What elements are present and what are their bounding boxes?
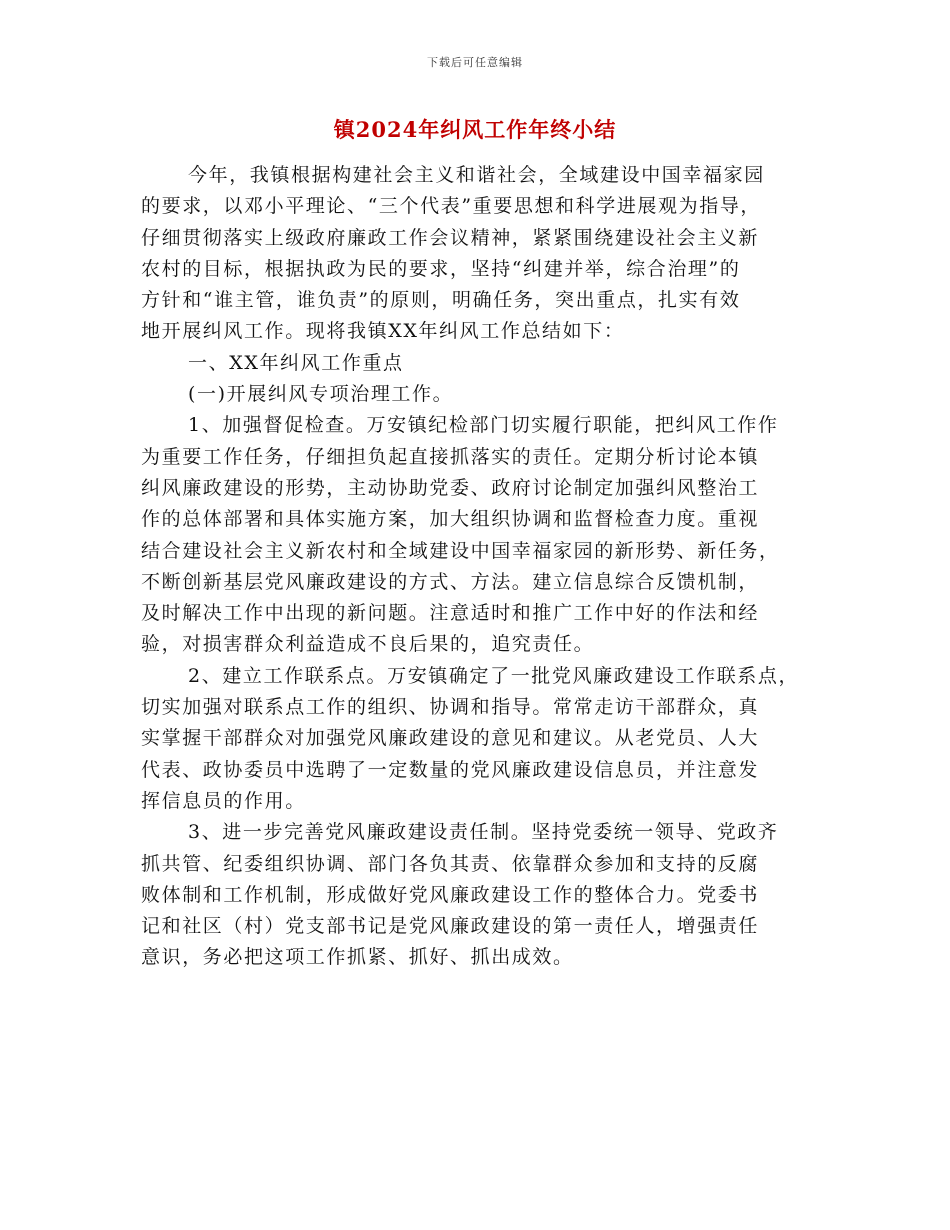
paragraph-line: 切实加强对联系点工作的组织、协调和指导。常常走访干部群众，真 bbox=[141, 696, 760, 719]
paragraph-line: 仔细贯彻落实上级政府廉政工作会议精神，紧紧围绕建设社会主义新 bbox=[141, 226, 760, 249]
paragraph-line: 及时解决工作中出现的新问题。注意适时和推广工作中好的作法和经 bbox=[141, 602, 760, 625]
paragraph-line: 的要求，以邓小平理论、“三个代表”重要思想和科学进展观为指导， bbox=[141, 195, 762, 218]
paragraph-line: 作的总体部署和具体实施方案，加大组织协调和监督检查力度。重视 bbox=[141, 508, 760, 531]
header-note: 下载后可任意编辑 bbox=[427, 56, 523, 69]
paragraph-line: 不断创新基层党风廉政建设的方式、方法。建立信息综合反馈机制， bbox=[141, 570, 760, 593]
paragraph-line: 败体制和工作机制，形成做好党风廉政建设工作的整体合力。党委书 bbox=[141, 883, 760, 906]
paragraph-line: 意识，务必把这项工作抓紧、抓好、抓出成效。 bbox=[141, 946, 574, 969]
paragraph-line: 2、建立工作联系点。万安镇确定了一批党风廉政建设工作联系点， bbox=[188, 664, 800, 687]
paragraph-line: 方针和“谁主管，谁负责”的原则，明确任务，突出重点，扎实有效 bbox=[141, 289, 741, 312]
paragraph-line: 1、加强督促检查。万安镇纪检部门切实履行职能，把纠风工作作 bbox=[188, 414, 779, 437]
paragraph-line: 结合建设社会主义新农村和全域建设中国幸福家园的新形势、新任务， bbox=[141, 539, 780, 562]
document-body bbox=[141, 160, 821, 974]
paragraph-line: 验，对损害群众利益造成不良后果的，追究责任。 bbox=[141, 633, 595, 656]
paragraph-line: 挥信息员的作用。 bbox=[141, 789, 306, 812]
paragraph-line: 农村的目标，根据执政为民的要求，坚持“纠建并举，综合治理”的 bbox=[141, 257, 741, 280]
section-heading: 一、XX年纠风工作重点 bbox=[188, 351, 404, 374]
paragraph-line: 为重要工作任务，仔细担负起直接抓落实的责任。定期分析讨论本镇 bbox=[141, 445, 760, 468]
paragraph-line: 抓共管、纪委组织协调、部门各负其责、依靠群众参加和支持的反腐 bbox=[141, 852, 760, 875]
paragraph-line: 纠风廉政建设的形势，主动协助党委、政府讨论制定加强纠风整治工 bbox=[141, 476, 760, 499]
paragraph-line: 代表、政协委员中选聘了一定数量的党风廉政建设信息员，并注意发 bbox=[141, 758, 760, 781]
paragraph-line: 实掌握干部群众对加强党风廉政建设的意见和建议。从老党员、人大 bbox=[141, 727, 760, 750]
paragraph-line: 3、进一步完善党风廉政建设责任制。坚持党委统一领导、党政齐 bbox=[188, 821, 779, 844]
document-title: 镇2024年纠风工作年终小结 bbox=[333, 117, 617, 142]
paragraph-line: 记和社区（村）党支部书记是党风廉政建设的第一责任人，增强责任 bbox=[141, 915, 760, 938]
paragraph-line: 地开展纠风工作。现将我镇XX年纠风工作总结如下： bbox=[141, 320, 625, 343]
paragraph-line: 今年，我镇根据构建社会主义和谐社会，全域建设中国幸福家园 bbox=[188, 164, 765, 186]
subsection-heading: (一)开展纠风专项治理工作。 bbox=[188, 383, 454, 406]
